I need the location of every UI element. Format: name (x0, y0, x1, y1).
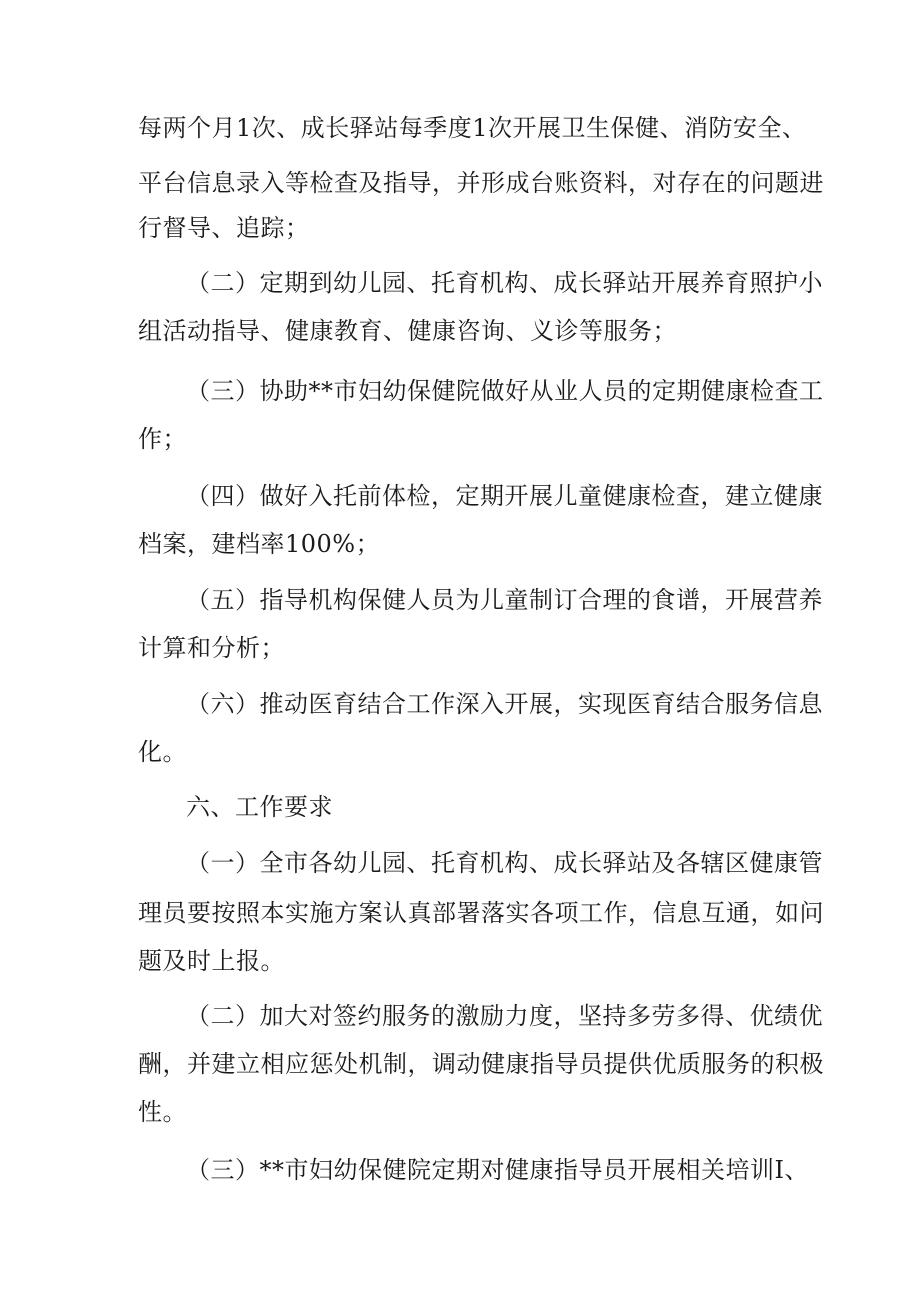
text-line: 化。 (138, 738, 187, 766)
text-line: （二）加大对签约服务的激励力度，坚持多劳多得、优绩优 (186, 1002, 823, 1030)
text-line: （六）推动医育结合工作深入开展，实现医育结合服务信息 (186, 690, 823, 718)
text-line: （五）指导机构保健人员为儿童制订合理的食谱，开展营养 (186, 586, 823, 614)
text-line: 每两个月1次、成长驿站每季度1次开展卫生保健、消防安全、 (138, 114, 807, 142)
text-line: （三）协助**市妇幼保健院做好从业人员的定期健康检查工 (186, 377, 824, 405)
text-line: 平台信息录入等检查及指导，并形成台账资料，对存在的问题进 (138, 169, 824, 197)
text-line: 档案，建档率100%； (138, 530, 381, 558)
text-line: 理员要按照本实施方案认真部署落实各项工作，信息互通，如问 (138, 899, 824, 927)
text-line: 组活动指导、健康教育、健康咨询、义诊等服务； (138, 317, 677, 345)
text-line: 计算和分析； (138, 634, 285, 662)
text-line: （一）全市各幼儿园、托育机构、成长驿站及各辖区健康管 (186, 849, 823, 877)
text-line: （四）做好入托前体检，定期开展儿童健康检查，建立健康 (186, 482, 823, 510)
text-line: 性。 (138, 1098, 187, 1126)
text-line: （三）**市妇幼保健院定期对健康指导员开展相关培训I、 (186, 1156, 809, 1184)
text-line: 题及时上报。 (138, 947, 285, 975)
section-heading: 六、工作要求 (186, 793, 333, 821)
text-line: （二）定期到幼儿园、托育机构、成长驿站开展养育照护小 (186, 269, 823, 297)
text-line: 行督导、追踪； (138, 214, 310, 242)
text-line: 酬，并建立相应惩处机制，调动健康指导员提供优质服务的积极 (138, 1050, 824, 1078)
text-line: 作； (138, 425, 187, 453)
